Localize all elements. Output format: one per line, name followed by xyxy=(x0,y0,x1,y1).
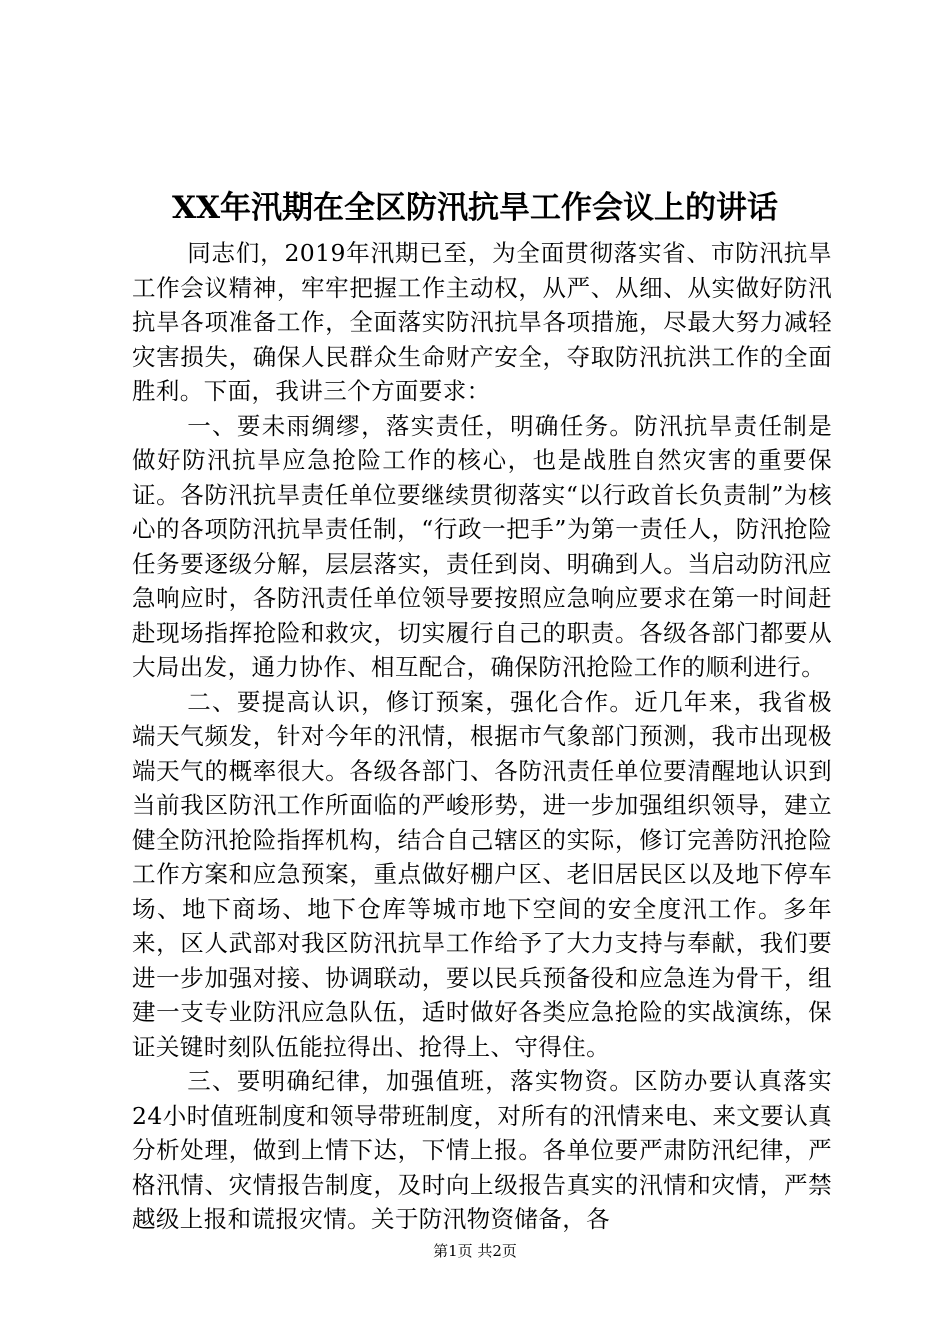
paragraph-intro: 同志们，2019年汛期已至，为全面贯彻落实省、市防汛抗旱工作会议精神，牢牢把握工作主动权，从严、从细、从实做好防汛抗旱各项准备工作，全面落实防汛抗旱各项措施，尽最大努力减轻灾害损失，确保人民群众生命财产安全，夺取防汛抗洪工作的全面胜利。下面，我讲三个方面要求： xyxy=(132,239,832,405)
document-title: XX年汛期在全区防汛抗旱工作会议上的讲话 xyxy=(171,190,779,226)
paragraph-section-1: 一、要未雨绸缪，落实责任，明确任务。防汛抗旱责任制是做好防汛抗旱应急抢险工作的核心，也是战胜自然灾害的重要保证。各防汛抗旱责任单位要继续贯彻落实“以行政首长负责制”为核心的各项防汛抗旱责任制，“行政一把手”为第一责任人，防汛抢险任务要逐级分解，层层落实，责任到岗、明确到人。当启动防汛应急响应时，各防汛责任单位领导要按照应急响应要求在第一时间赶赴现场指挥抢险和救灾，切实履行自己的职责。各级各部门都要从大局出发，通力协作、相互配合，确保防汛抢险工作的顺利进行。 xyxy=(132,411,832,681)
paragraph-section-3: 三、要明确纪律，加强值班，落实物资。区防办要认真落实24小时值班制度和领导带班制度，对所有的汛情来电、来文要认真分析处理，做到上情下达，下情上报。各单位要严肃防汛纪律，严格汛情、灾情报告制度，及时向上级报告真实的汛情和灾情，严禁越级上报和谎报灾情。关于防汛物资储备，各 xyxy=(132,1067,832,1233)
page-number-footer: 第1页 共2页 xyxy=(433,1242,517,1260)
paragraph-section-2: 二、要提高认识，修订预案，强化合作。近几年来，我省极端天气频发，针对今年的汛情，根据市气象部门预测，我市出现极端天气的概率很大。各级各部门、各防汛责任单位要清醒地认识到当前我区防汛工作所面临的严峻形势，进一步加强组织领导，建立健全防汛抢险指挥机构，结合自己辖区的实际，修订完善防汛抢险工作方案和应急预案，重点做好棚户区、老旧居民区以及地下停车场、地下商场、地下仓库等城市地下空间的安全度汛工作。多年来，区人武部对我区防汛抗旱工作给予了大力支持与奉献，我们要进一步加强对接、协调联动，要以民兵预备役和应急连为骨干，组建一支专业防汛应急队伍，适时做好各类应急抢险的实战演练，保证关键时刻队伍能拉得出、抢得上、守得住。 xyxy=(132,687,832,1061)
document-body xyxy=(132,236,832,1237)
